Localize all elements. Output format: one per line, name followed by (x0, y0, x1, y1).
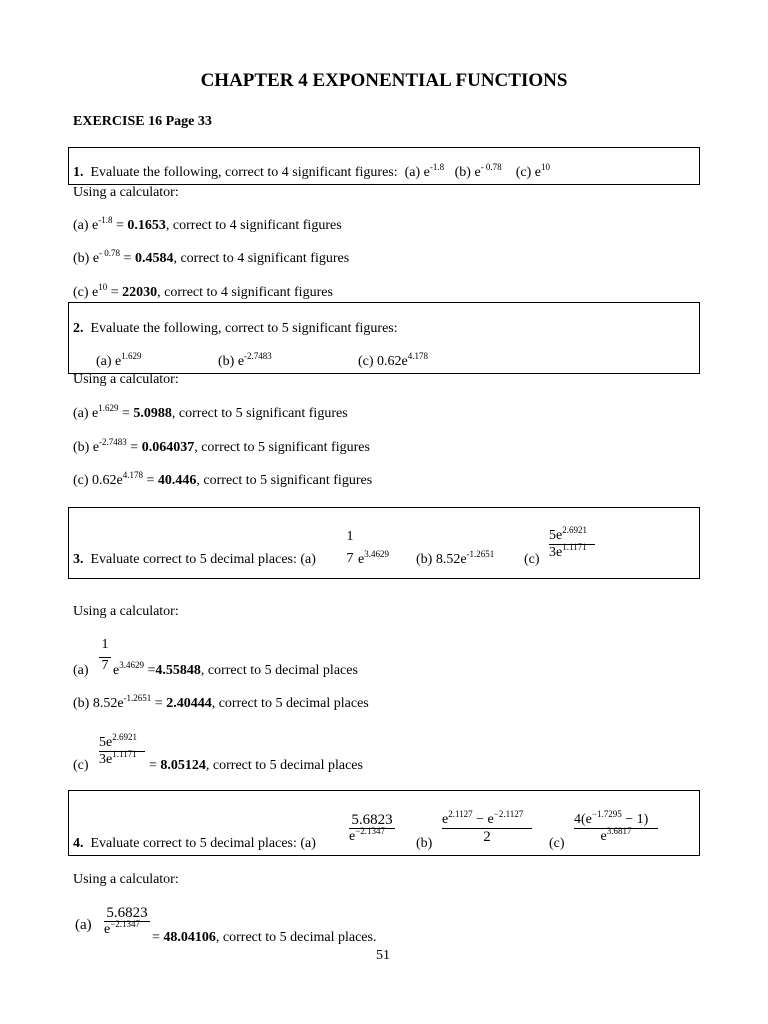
q4-using-calculator: Using a calculator: (73, 872, 179, 887)
q2-option-c: (c) $0.62e^{4.178}$ (358, 351, 429, 369)
q3-option-b: (b) $8.52e^{-1.2651}$ (416, 549, 495, 567)
q1-using-calculator: Using a calculator: (73, 185, 179, 200)
q2-answer-b: (b) $e^{-2.7483} = 0.064037$, correct to 5 significant figures (73, 437, 370, 455)
question-1: 1. Evaluate the following, correct to 4 significant figures: (a) $e^{-1.8}$ (b) $e^{- 0.78}$ (c) $e^{10}$ (73, 162, 550, 180)
q3-answer-a: $e^{3.4629} =4.55848$, correct to 5 decimal places (113, 660, 358, 678)
q3-using-calculator: Using a calculator: (73, 604, 179, 619)
q3-fraction-c: $5e^{2.6921}$ $3e^{1.1171}$ (549, 528, 595, 561)
q4-answer-a-fraction: 5.6823 $e^{-2.1347}$ (104, 905, 150, 938)
question-3: 3. Evaluate correct to 5 decimal places: (a) (73, 552, 316, 567)
q4-fraction-b: $e^{2.1127} - e^{-2.1127}$ 2 (442, 812, 532, 845)
q4-answer-a-label: (a) (75, 917, 92, 933)
question-2: 2. Evaluate the following, correct to 5 significant figures: (73, 321, 398, 336)
q3-answer-c-label: (c) (73, 758, 89, 773)
q3-option-a-exp: $e^{3.4629}$ (358, 549, 389, 567)
q3-answer-a-label: (a) (73, 663, 89, 678)
question-4: 4. Evaluate correct to 5 decimal places: (a) (73, 836, 316, 851)
q4-fraction-c: $4(e^{-1.7295} - 1)$ $e^{3.6817}$ (574, 812, 658, 845)
q1-answer-a: (a) $e^{-1.8} = 0.1653$, correct to 4 significant figures (73, 215, 342, 233)
q1-answer-b: (b) $e^{- 0.78} = 0.4584$, correct to 4 significant figures (73, 248, 350, 266)
q3-answer-a-fraction: 1 7 (99, 637, 111, 674)
page-title: CHAPTER 4 EXPONENTIAL FUNCTIONS (200, 70, 568, 91)
q3-answer-c-fraction: $5e^{2.6921}$ $3e^{1.1171}$ (99, 735, 145, 768)
q3-fraction-a: 1 7 (346, 529, 354, 566)
q2-option-a: (a) $e^{1.629}$ (96, 351, 142, 369)
q4-fraction-a: 5.6823 $e^{-2.1347}$ (349, 812, 395, 845)
q2-using-calculator: Using a calculator: (73, 372, 179, 387)
question-3-box (68, 507, 700, 579)
page-number: 51 (376, 948, 390, 963)
q3-answer-c: = 8.05124, correct to 5 decimal places (149, 758, 363, 773)
q2-answer-a: (a) $e^{1.629} = 5.0988$, correct to 5 significant figures (73, 403, 348, 421)
q4-answer-a: = 48.04106, correct to 5 decimal places. (152, 930, 377, 945)
q3-answer-b: (b) $8.52e^{-1.2651} = 2.40444$, correct to 5 decimal places (73, 693, 369, 711)
exercise-heading: EXERCISE 16 Page 33 (73, 114, 212, 129)
q3-option-c-label: (c) (524, 552, 540, 567)
q2-answer-c: (c) $0.62e^{4.178} = 40.446$, correct to 5 significant figures (73, 470, 373, 488)
q1-answer-c: (c) $e^{10} = 22030$, correct to 4 significant figures (73, 282, 333, 300)
q2-option-b: (b) $e^{-2.7483}$ (218, 351, 272, 369)
q4-option-b-label: (b) (416, 836, 433, 851)
q4-option-c-label: (c) (549, 836, 565, 851)
